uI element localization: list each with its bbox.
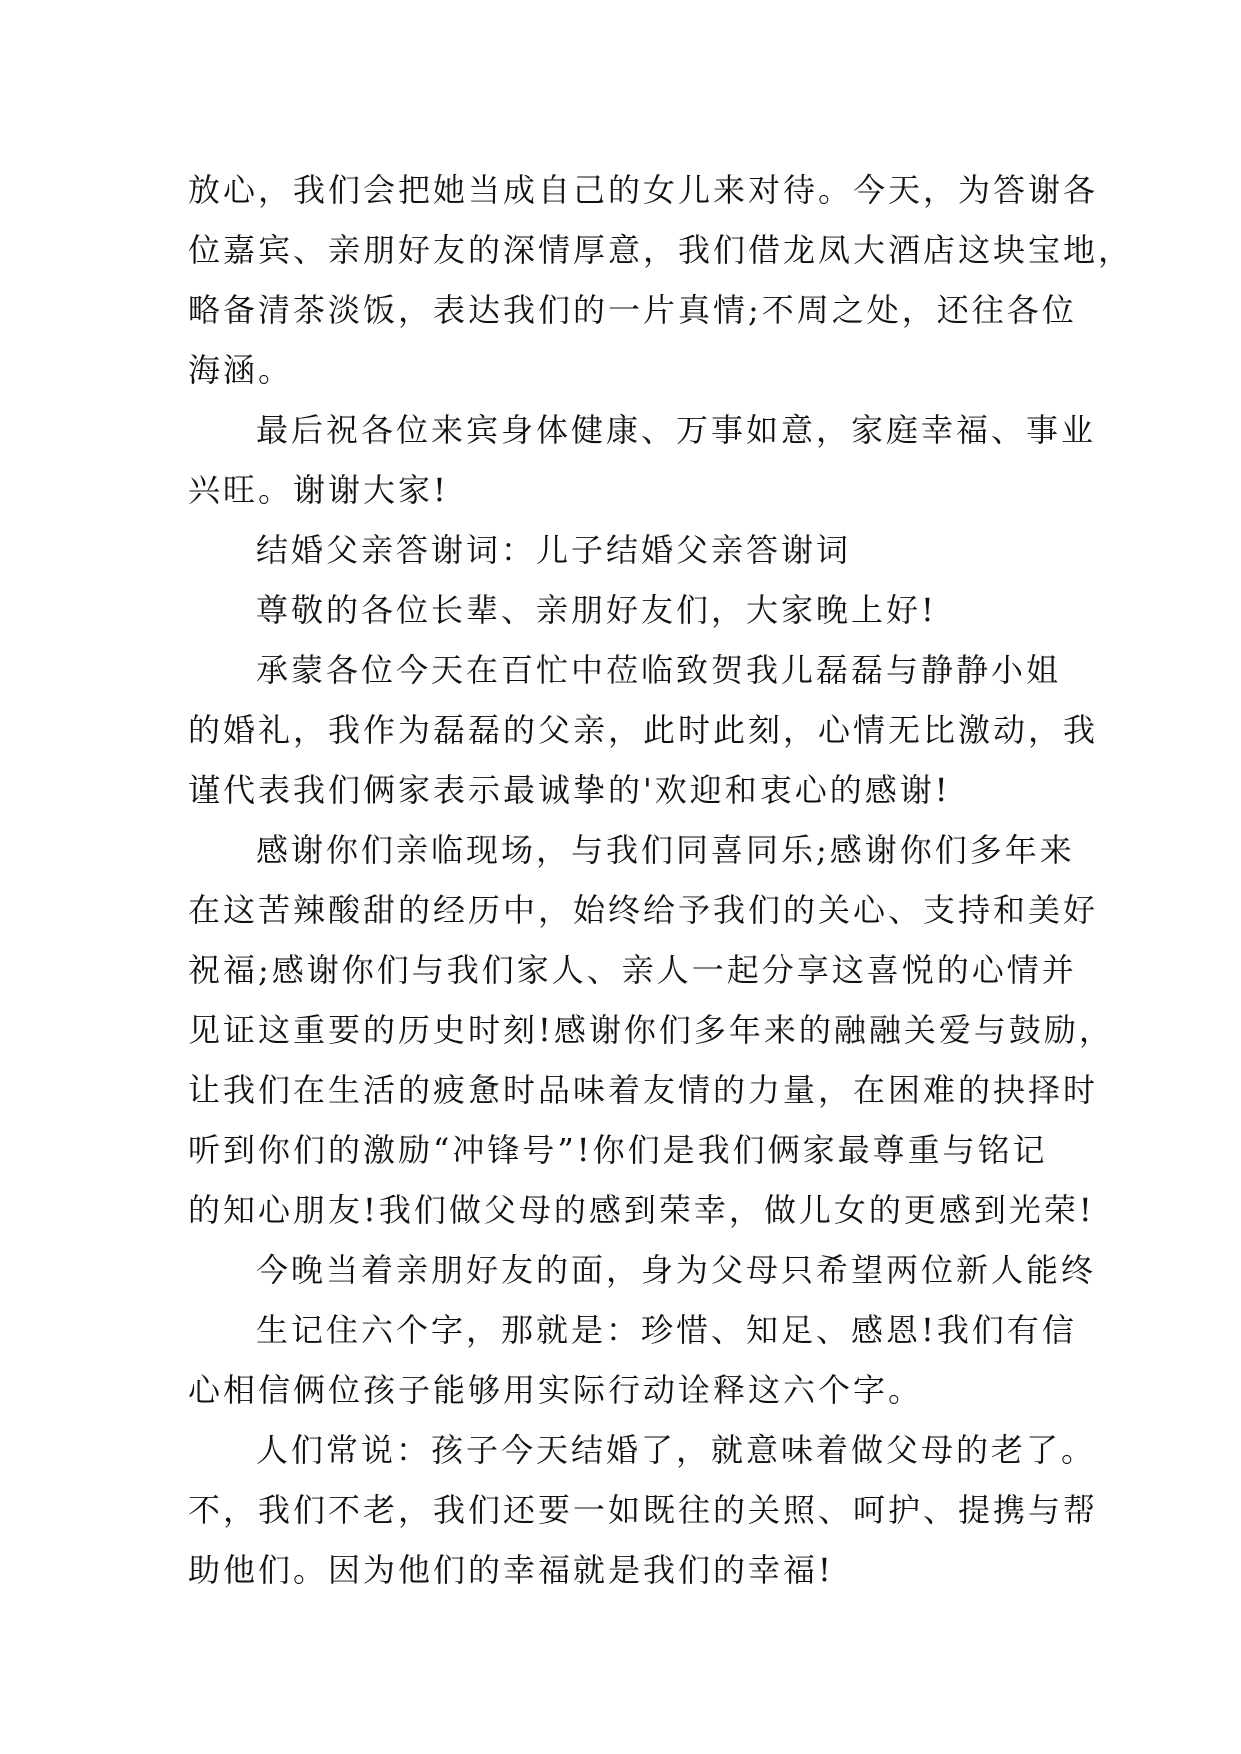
text-line: 的知心朋友!我们做父母的感到荣幸，做儿女的更感到光荣! [188,1191,1095,1229]
text-line: 感谢你们亲临现场，与我们同喜同乐;感谢你们多年来 [256,831,1075,869]
text-line: 心相信俩位孩子能够用实际行动诠释这六个字。 [188,1371,924,1409]
text-line: 今晚当着亲朋好友的面，身为父母只希望两位新人能终 [256,1251,1097,1289]
text-line: 承蒙各位今天在百忙中莅临致贺我儿磊磊与静静小姐 [256,651,1062,689]
text-line: 让我们在生活的疲惫时品味着友情的力量，在困难的抉择时 [188,1071,1099,1109]
salutation: 尊敬的各位长辈、亲朋好友们，大家晚上好! [256,591,937,629]
text-line: 的婚礼，我作为磊磊的父亲，此时此刻，心情无比激动，我 [188,711,1099,749]
text-line: 人们常说：孩子今天结婚了，就意味着做父母的老了。 [256,1431,1097,1469]
text-line: 兴旺。谢谢大家! [188,471,449,509]
text-line: 海涵。 [188,351,294,389]
text-line: 不，我们不老，我们还要一如既往的关照、呵护、提携与帮 [188,1491,1099,1529]
section-heading: 结婚父亲答谢词：儿子结婚父亲答谢词 [256,531,852,569]
text-line: 生记住六个字，那就是：珍惜、知足、感恩!我们有信 [256,1311,1077,1349]
text-line: 祝福;感谢你们与我们家人、亲人一起分享这喜悦的心情并 [188,951,1077,989]
document-body [188,160,1134,1600]
text-line: 在这苦辣酸甜的经历中，始终给予我们的关心、支持和美好 [188,891,1099,929]
text-line: 放心，我们会把她当成自己的女儿来对待。今天，为答谢各 [188,171,1099,209]
text-line: 略备清茶淡饭，表达我们的一片真情;不周之处，还往各位 [188,291,1077,329]
text-line: 谨代表我们俩家表示最诚挚的'欢迎和衷心的感谢! [188,771,951,809]
text-line: 助他们。因为他们的幸福就是我们的幸福! [188,1551,834,1589]
text-line: 最后祝各位来宾身体健康、万事如意，家庭幸福、事业 [256,411,1097,449]
text-line: 位嘉宾、亲朋好友的深情厚意，我们借龙凤大酒店这块宝地， [188,231,1134,269]
text-line: 见证这重要的历史时刻!感谢你们多年来的融融关爱与鼓励， [188,1011,1114,1049]
text-line: 听到你们的激励“冲锋号”!你们是我们俩家最尊重与铭记 [188,1131,1048,1169]
